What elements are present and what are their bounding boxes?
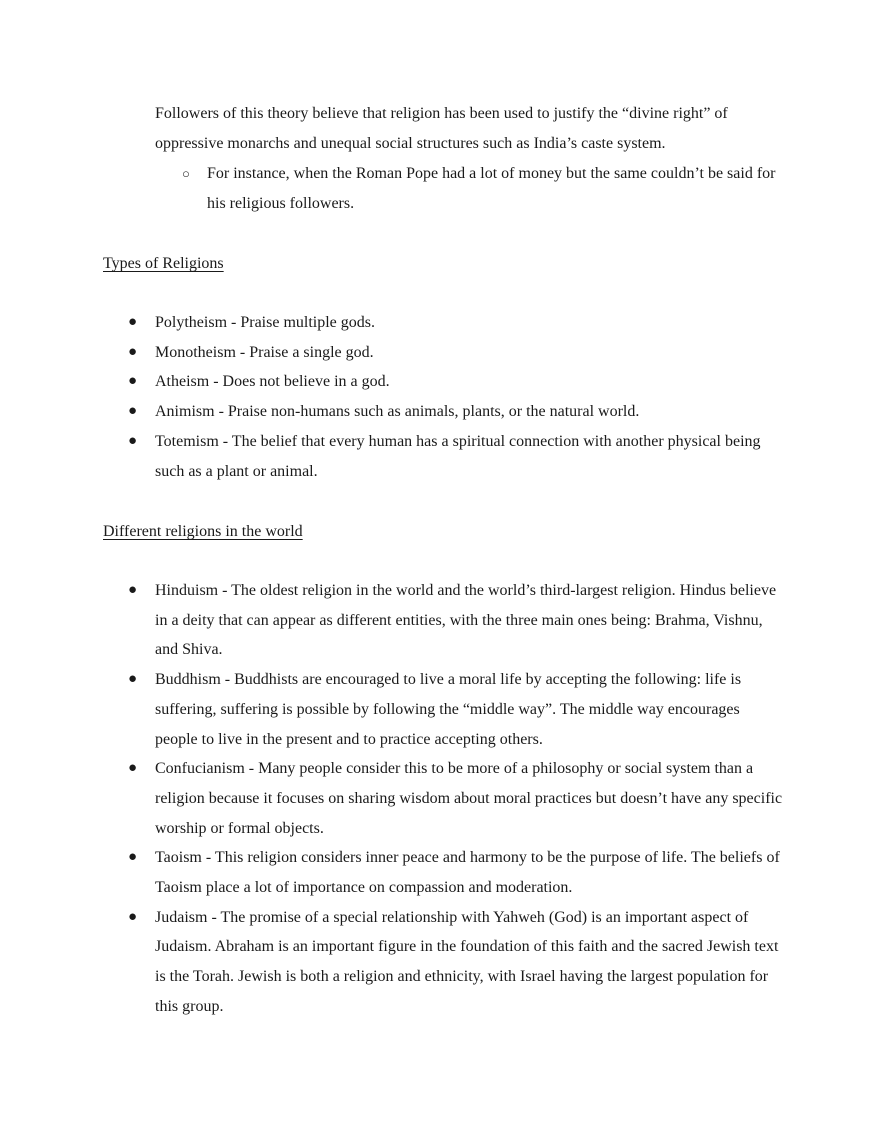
bullet-icon: ● [128,671,138,688]
list-item-text: Totemism - The belief that every human has a spiritual connection with another physical being such as a plant or animal. [155,432,761,480]
bullet-icon: ● [128,760,138,777]
list-item [103,367,785,397]
sub-bullet-text: For instance, when the Roman Pope had a lot of money but the same couldn’t be said for his religious followers. [207,165,776,212]
list-item [103,397,785,427]
intro-paragraph: Followers of this theory believe that religion has been used to justify the “divine right” of oppressive monarchs and unequal social structures such as India’s caste system. [155,105,728,152]
different-religions-heading: Different religions in the world [103,523,303,540]
list-item [103,665,785,754]
list-item [103,338,785,368]
list-item [103,427,785,486]
list-item [103,576,785,665]
list-item-text: Atheism - Does not believe in a god. [155,373,390,391]
types-of-religions-heading: Types of Religions [103,255,224,272]
list-item-text: Buddhism - Buddhists are encouraged to live a moral life by accepting the following: life is suffering, suffering is possible by following the “middle way”. The middle way encourages people to live in the present and to practice accepting others. [155,671,742,748]
bullet-icon: ● [128,908,138,925]
bullet-icon: ● [128,373,138,390]
list-item-text: Hinduism - The oldest religion in the world and the world’s third-largest religion. Hindus believe in a deity that can appear as different entities, with the three main ones being: Brahma, Vishnu, and Shiva. [155,582,777,659]
list-item-text: Animism - Praise non-humans such as animals, plants, or the natural world. [155,403,640,421]
bullet-icon: ● [128,343,138,360]
hollow-circle-bullet-icon: ○ [182,166,190,181]
list-item-text: Confucianism - Many people consider this to be more of a philosophy or social system than a religion because it focuses on sharing wisdom about moral practices but doesn’t have any specific worship or formal objects. [155,760,783,837]
list-item-text: Taoism - This religion considers inner peace and harmony to be the purpose of life. The beliefs of Taoism place a lot of importance on compassion and moderation. [155,849,780,897]
list-item-text: Judaism - The promise of a special relationship with Yahweh (God) is an important aspect of Judaism. Abraham is an important figure in the foundation of this faith and the sacred Jewish text is the Torah. Jewish is both a religion and ethnicity, with Israel having the largest population for this group. [155,908,779,1015]
list-item [103,903,785,1022]
list-item [103,843,785,902]
list-item [103,754,785,843]
list-item [103,308,785,338]
bullet-icon: ● [128,582,138,598]
bullet-icon: ● [128,849,138,866]
types-of-religions-list [103,308,785,486]
list-item-text: Monotheism - Praise a single god. [155,343,374,361]
list-item-text: Polytheism - Praise multiple gods. [155,314,375,331]
bullet-icon: ● [128,403,138,420]
different-religions-list [103,576,785,1022]
bullet-icon: ● [128,432,138,449]
sub-bullet-item [155,159,785,218]
bullet-icon: ● [128,314,138,330]
